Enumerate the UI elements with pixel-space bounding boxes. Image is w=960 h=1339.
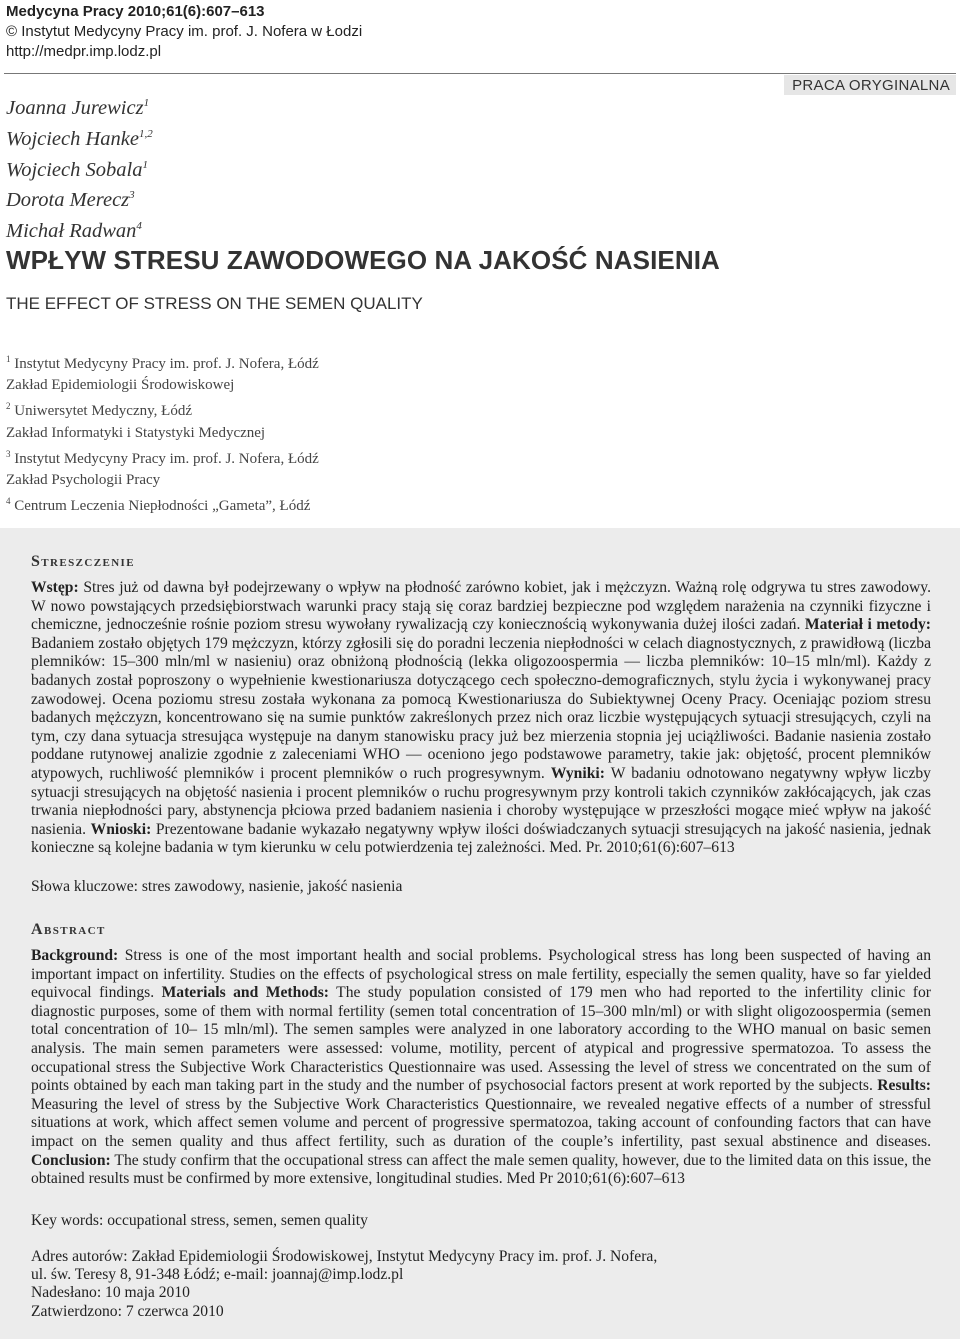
author-address-line2: ul. św. Teresy 8, 91-348 Łódź; e-mail: joannaj@imp.lodz.pl — [31, 1266, 404, 1283]
section-label: Materiał i metody: — [804, 616, 931, 634]
section-label: Background: — [31, 947, 119, 964]
affiliation-line: $^2$ Uniwersytet Medyczny, Łódź — [6, 401, 192, 420]
section-label: Wyniki: — [550, 764, 605, 782]
affiliation-list — [6, 349, 319, 517]
author-name: Michał Radwan$^4$ — [6, 220, 142, 243]
journal-citation: Medycyna Pracy 2010;61(6):607–613 — [6, 3, 265, 20]
author-affiliation-marker: 3 — [129, 189, 135, 202]
author-name: Wojciech Sobala$^1$ — [6, 158, 148, 181]
approved-date: Zatwierdzono: 7 czerwca 2010 — [31, 1303, 224, 1320]
section-text: W badaniu odnotowano negatywny wpływ liczby sytuacji stresujących na objętość nasienia i procent plemników o ruchu progresywnym przy kontroli takich czynników zakłócających, jak czas trwania niepłodności pary, abstynencja płciowa przed badaniem nasienia i choroby występujące w przeszłości mogące mieć wpływ na jakość nasienia. — [31, 764, 931, 838]
author-address-line1: Adres autorów: Zakład Epidemiologii Środowiskowej, Instytut Medycyny Pracy im. prof. J. Nofera, — [31, 1248, 658, 1265]
author-affiliation-marker: 4 — [136, 220, 142, 233]
journal-header — [6, 2, 362, 62]
paper-type-badge: PRACA ORYGINALNA — [784, 75, 956, 95]
section-label: Conclusion: — [31, 1151, 111, 1169]
journal-copyright: © Instytut Medycyny Pracy im. prof. J. Nofera w Łodzi — [6, 23, 363, 40]
section-label: Materials and Methods: — [161, 984, 329, 1002]
abstract-keywords: Key words: occupational stress, semen, semen quality — [31, 1212, 368, 1229]
author-affiliation-marker: 1 — [142, 158, 148, 171]
header-rule — [4, 73, 956, 74]
streszczenie-body — [31, 579, 931, 858]
title-polish: WPŁYW STRESU ZAWODOWEGO NA JAKOŚĆ NASIENIA — [6, 245, 720, 275]
streszczenie-heading: Streszczenie — [31, 553, 135, 570]
abstract-panel — [0, 528, 960, 1339]
affiliation-line: Zakład Informatyki i Statystyki Medycznej — [6, 424, 266, 441]
abstract-body — [31, 947, 931, 1189]
title-english: THE EFFECT OF STRESS ON THE SEMEN QUALITY — [6, 294, 423, 313]
section-label: Wnioski: — [90, 820, 152, 838]
affiliation-line: $^3$ Instytut Medycyny Pracy im. prof. J. Nofera, Łódź — [6, 448, 319, 467]
author-affiliation-marker: 1 — [143, 97, 150, 109]
affiliation-line: $^4$ Centrum Leczenia Niepłodności „Gameta”, Łódź — [6, 496, 311, 515]
affiliation-line: $^1$ Instytut Medycyny Pracy im. prof. J. Nofera, Łódź — [6, 354, 319, 372]
author-name: Joanna Jurewicz$^1$ — [6, 96, 150, 119]
streszczenie-keywords: Słowa kluczowe: stres zawodowy, nasienie, jakość nasienia — [31, 878, 403, 895]
section-label: Results: — [877, 1077, 931, 1095]
author-affiliation-marker: 1,2 — [139, 127, 153, 140]
author-name: Dorota Merecz$^3$ — [6, 189, 135, 212]
section-label: Wstęp: — [31, 579, 79, 596]
section-text: Stres już od dawna był podejrzewany o wpływ na płodność zarówno kobiet, jak i mężczyzn. Ważną rolę odgrywa tu stres zawodowy. W nowo powstających przedsiębiorstwach warunki pracy stają się coraz bardziej bezpieczne pod względem narażenia na czynniki fizyczne i chemiczne, jednocześnie rośnie poziom stresu wywołany rywalizacją czy koniecznością wykonywania dużej ilości zadań. — [31, 579, 931, 634]
received-date: Nadesłano: 10 maja 2010 — [31, 1284, 190, 1301]
author-list — [6, 90, 153, 244]
journal-url: http://medpr.imp.lodz.pl — [6, 43, 162, 60]
affiliation-line: Zakład Psychologii Pracy — [6, 472, 161, 489]
section-text: Prezentowane badanie wykazało negatywny wpływ ilości doświadczanych sytuacji stresujących na jakość nasienia, jednak konieczne są kolejne badania w tym kierunku w celu potwierdzenia tej zależności. Med. Pr. 2010;61(6):607–613 — [31, 820, 932, 857]
abstract-heading: Abstract — [31, 921, 106, 938]
section-text: Measuring the level of stress by the Subjective Work Characteristics Questionnaire, we revealed negative effects of a number of stressful situations at work, which affect semen volume and percent of progressive spermatozoa, taking account of confounding factors that can have impact on the semen quality and thus affect fertility, such as duration of the couple’s infertility, past sexual abstinence and diseases. — [31, 1095, 931, 1150]
author-name: Wojciech Hanke$^{1,2}$ — [6, 127, 153, 150]
affiliation-line: Zakład Epidemiologii Środowiskowej — [6, 377, 235, 394]
section-text: The study confirm that the occupational stress can affect the male semen quality, however, due to the limited data on this issue, the obtained results must be confirmed by more extensive, longitudinal studies. Med Pr 2010;61(6):607–613 — [31, 1151, 931, 1188]
section-text: Stress is one of the most important health and social problems. Psychological stress has long been suspected of having an important impact on infertility. Studies on the effects of psychological stress on male fertility, especially the semen quality, have so far yielded equivocal findings. — [31, 947, 931, 1002]
section-text: The study population consisted of 179 men who had reported to the infertility clinic for diagnostic purposes, some of them with normal fertility (semen total concentration of 15–300 mln/ml) or with slight oligozoospermia (semen total concentration of 10– 15 mln/ml). The semen samples were analyzed in one laboratory according to the WHO manual on basic semen analysis. The main semen parameters were assessed: volume, motility, percent of atypical and progressive spermatozoa. To assess the occupational stress the Subjective Work Characteristics Questionnaire was used. Assessing the level of stress we concentrated on the sum of points obtained by each man taking part in the study and the number of psychosocial factors present at work reported by the subjects. — [31, 984, 931, 1095]
section-text: Badaniem zostało objętych 179 mężczyzn, którzy zgłosili się do poradni leczenia niepłodności w celach diagnostycznych, z prawidłową (liczba plemników: 15–300 mln/ml w nasieniu) oraz obniżoną płodnością (lekka oligozoospermia — liczba plemników: 10–15 mln/ml). Każdy z badanych został poproszony o wypełnienie kwestionariusza dotyczącego cech społeczno-demograficznych, stylu życia i wykonywanej pracy zawodowej. Ocena poziomu stresu została wykonana za pomocą Kwestionariusza do Subiektywnej Oceny Pracy. Oceniając poziom stresu badanych mężczyzn, koncentrowano się na sumie punktów zakreślonych przez nich oraz liczbie występujących sytuacji stresujących, czyli na tym, czy dana sytuacja stresująca występuje na danym stanowisku pracy już bez mierzenia stopnia jej uciążliwości. Badanie nasienia zostało poddane rutynowej analizie zgodnie z zaleceniami WHO — oceniono jego podstawowe parametry, takie jak: objętość, procent plemników atypowych, ruchliwość plemników i procent plemników o ruch progresywnym. — [31, 634, 931, 782]
